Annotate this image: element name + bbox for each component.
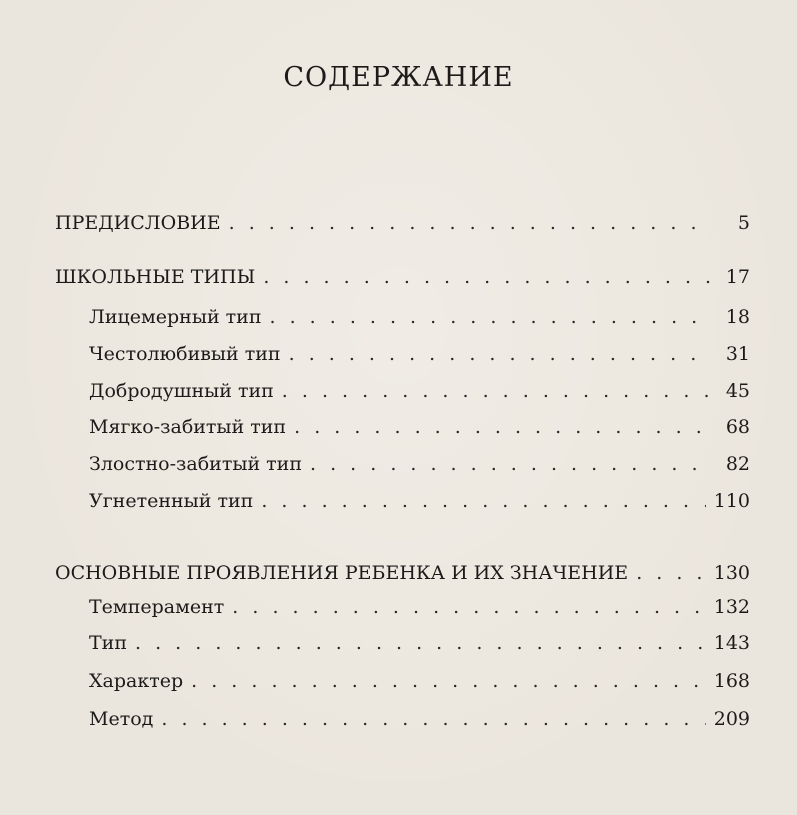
toc-entry-hypocritical-type: [55, 306, 750, 336]
toc-entry-label: Характер: [89, 670, 184, 692]
dot-leader: [289, 343, 712, 365]
toc-entry-label: Угнетенный тип: [89, 490, 254, 512]
toc-entry-softly-downtrodden-type: [55, 416, 750, 446]
toc-page-number: 17: [725, 266, 750, 288]
dot-leader: [636, 562, 706, 584]
dot-leader: [310, 453, 712, 475]
dot-leader: [263, 266, 712, 288]
toc-entry-label: Злостно-забитый тип: [89, 453, 302, 475]
toc-entry-label: Лицемерный тип: [89, 306, 262, 328]
toc-entry-label: Метод: [89, 708, 154, 730]
toc-entry-label: Тип: [89, 632, 127, 654]
toc-entry-temperament: [55, 596, 750, 626]
toc-entry-oppressed-type: [55, 490, 750, 520]
page-title: СОДЕРЖАНИЕ: [283, 62, 514, 93]
dot-leader: [229, 212, 712, 234]
toc-page-number: 110: [713, 490, 750, 512]
toc-entry-good-natured-type: [55, 380, 750, 410]
toc-entry-label: ПРЕДИСЛОВИЕ: [55, 212, 221, 234]
dot-leader: [135, 632, 706, 654]
toc-entry-label: Честолюбивый тип: [89, 343, 281, 365]
dot-leader: [282, 380, 712, 402]
dot-leader: [294, 416, 712, 438]
toc-page-number: 132: [713, 596, 750, 618]
toc-entry-label: Темперамент: [89, 596, 225, 618]
toc-entry-maliciously-downtrodden-type: [55, 453, 750, 483]
dot-leader: [191, 670, 706, 692]
toc-entry-character: [55, 670, 750, 700]
toc-page-number: 143: [713, 632, 750, 654]
toc-page-number: 209: [713, 708, 750, 730]
toc-entry-preface: [55, 212, 750, 242]
toc-entry-label: ШКОЛЬНЫЕ ТИПЫ: [55, 266, 256, 288]
toc-entry-ambitious-type: [55, 343, 750, 373]
toc-page-number: 130: [713, 562, 750, 584]
toc-entry-method: [55, 708, 750, 738]
toc-page-number: 45: [725, 380, 750, 402]
toc-entry-label: ОСНОВНЫЕ ПРОЯВЛЕНИЯ РЕБЕНКА И ИХ ЗНАЧЕНИЕ: [55, 562, 629, 584]
toc-page-number: 31: [725, 343, 750, 365]
toc-page-number: 82: [725, 453, 750, 475]
toc-entry-school-types: [55, 266, 750, 296]
toc-page-number: 68: [725, 416, 750, 438]
dot-leader: [161, 708, 705, 730]
toc-entry-main-manifestations: [55, 562, 750, 592]
dot-leader: [232, 596, 705, 618]
dot-leader: [270, 306, 713, 328]
toc-page-number: 168: [713, 670, 750, 692]
toc-page-number: 5: [737, 212, 750, 234]
dot-leader: [261, 490, 705, 512]
toc-entry-label: Мягко-забитый тип: [89, 416, 287, 438]
toc-page-number: 18: [725, 306, 750, 328]
toc-entry-type: [55, 632, 750, 662]
toc-entry-label: Добродушный тип: [89, 380, 274, 402]
